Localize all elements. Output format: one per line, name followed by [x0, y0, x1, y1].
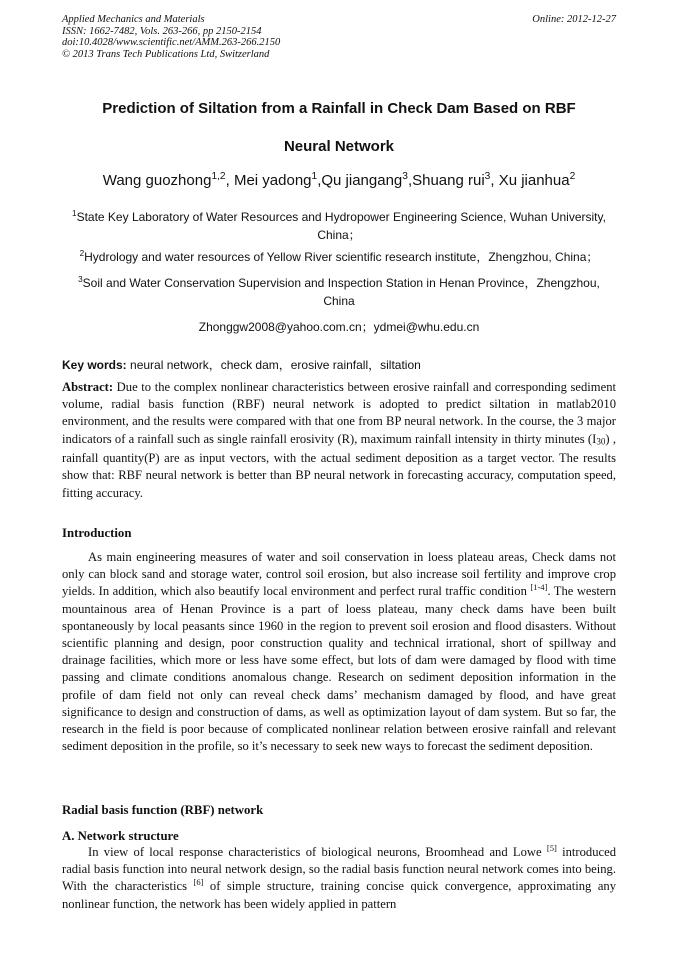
section-heading-rbf: Radial basis function (RBF) network [62, 803, 264, 817]
doi-line: doi:10.4028/www.scientific.net/AMM.263-266.2150 [62, 37, 281, 48]
title-line-2: Neural Network [283, 138, 395, 155]
author-separator: , [490, 172, 499, 189]
keywords-label: Key words: [62, 358, 127, 372]
author-affil-mark: 3 [484, 171, 491, 182]
citation[interactable]: [6] [193, 877, 204, 888]
keywords-line [62, 356, 618, 373]
author: Xu jianhua [498, 172, 570, 189]
affiliation-mark: 2 [79, 249, 85, 258]
paragraph-text: . The western mountainous area of Henan Province is a part of loess plateau, many check dams have been built spontaneously by local peasants since 1960 in the region to prevent soil erosion and flood disasters. Without scientific planning and design, poor construction quality and technical irrational, short of spillway and drainage facilities, which more or less have some effect, but lots of dam were damaged by flood with time passing and climate conditions anomalous change. Research on sediment deposition information in the profile of dam field not only can reveal check dams’ mechanism damaged by flood, and have great significance to design and construction of dams, as well as optimization layout of dam system. But so far, the research in the field is poor because of complicated nonlinear relation between erosive rainfall and relevant sediment deposition in the profile, so it’s necessary to seek new ways to forecast the sediment deposition. [62, 584, 616, 754]
affiliation-mark: 3 [78, 275, 83, 284]
author-affil-mark: 1,2 [211, 171, 226, 182]
author: Wang guozhong [102, 172, 212, 189]
affiliation-mark: 1 [72, 209, 77, 218]
paragraph-text: introduced radial basis function into neural network design, so the radial basis function neural network comes into being. With the characteristics [62, 845, 616, 894]
abstract [62, 379, 616, 502]
abstract-text: Due to the complex nonlinear characteristics between erosive rainfall and corresponding sediment volume, radial basis function (RBF) neural network is adopted to predict siltation in matlab2010 environment, and the results were compared with that one from BP neural network. In the course, the 3 major indicators of a rainfall such as single rainfall erosivity (R), maximum rainfall intensity in thirty minutes (I [62, 380, 616, 446]
affiliation-text: Soil and Water Conservation Supervision and Inspection Station in Henan Province，Zhengzhou, China [82, 276, 600, 308]
author-separator: , [317, 172, 322, 189]
paragraph-text: of simple structure, training concise quick convergence, approximating any nonlinear function, the network has been widely applied in pattern [62, 879, 616, 911]
email-line[interactable]: Zhonggw2008@yahoo.com.cn；ydmei@whu.edu.cn [198, 320, 480, 334]
paragraph-text: As main engineering measures of water and soil conservation in loess plateau areas, Check dams not only can block sand and storage water, control soil erosion, but also increase soil fertility and improve crop yields. In addition, which also beautify local environment and perfect rural traffic condition [62, 550, 616, 599]
section-heading-introduction: Introduction [62, 526, 132, 540]
affiliation-1 [62, 208, 616, 244]
citation[interactable]: [5] [546, 842, 557, 853]
rbf-paragraph [62, 844, 616, 913]
author: Mei yadong [233, 172, 312, 189]
subscript: 30 [596, 435, 606, 446]
author-list [62, 172, 616, 189]
journal-name: Applied Mechanics and Materials [62, 14, 205, 25]
title-line-1: Prediction of Siltation from a Rainfall in Check Dam Based on RBF [102, 100, 576, 117]
author-separator: , [225, 172, 234, 189]
affiliation-text: Hydrology and water resources of Yellow River scientific research institute，Zhengzhou, China； [84, 250, 599, 264]
keywords-text: neural network，check dam，erosive rainfall，siltation [126, 358, 421, 372]
author-affil-mark: 2 [569, 171, 576, 182]
affiliation-2 [62, 248, 616, 266]
paragraph-text: In view of local response characteristics of biological neurons, Broomhead and Lowe [88, 845, 547, 859]
affiliation-text: State Key Laboratory of Water Resources and Hydropower Engineering Science, Wuhan University, China； [76, 210, 606, 242]
affiliation-3 [62, 274, 616, 310]
abstract-label: Abstract: [62, 380, 114, 394]
introduction-paragraph [62, 549, 616, 755]
author-affil-mark: 1 [311, 171, 318, 182]
paper-title [62, 90, 616, 166]
author: Shuang rui [412, 172, 485, 189]
subsection-heading-network-structure: A. Network structure [62, 829, 179, 843]
citation[interactable]: [1-4] [530, 582, 548, 593]
issn-line: ISSN: 1662-7482, Vols. 263-266, pp 2150-2154 [62, 25, 262, 37]
copyright-line: © 2013 Trans Tech Publications Ltd, Switzerland [62, 48, 270, 60]
abstract-text: ) , rainfall quantity(P) are as input vectors, with the actual sediment deposition as a target vector. The results show that: RBF neural network is better than BP neural network in forecasting accuracy, computation speed, fitting accuracy. [62, 431, 616, 500]
author-separator: , [407, 172, 413, 189]
author-affil-mark: 3 [402, 171, 408, 182]
journal-header [62, 14, 616, 60]
online-date: Online: 2012-12-27 [532, 14, 616, 25]
author: Qu jiangang [321, 172, 403, 189]
